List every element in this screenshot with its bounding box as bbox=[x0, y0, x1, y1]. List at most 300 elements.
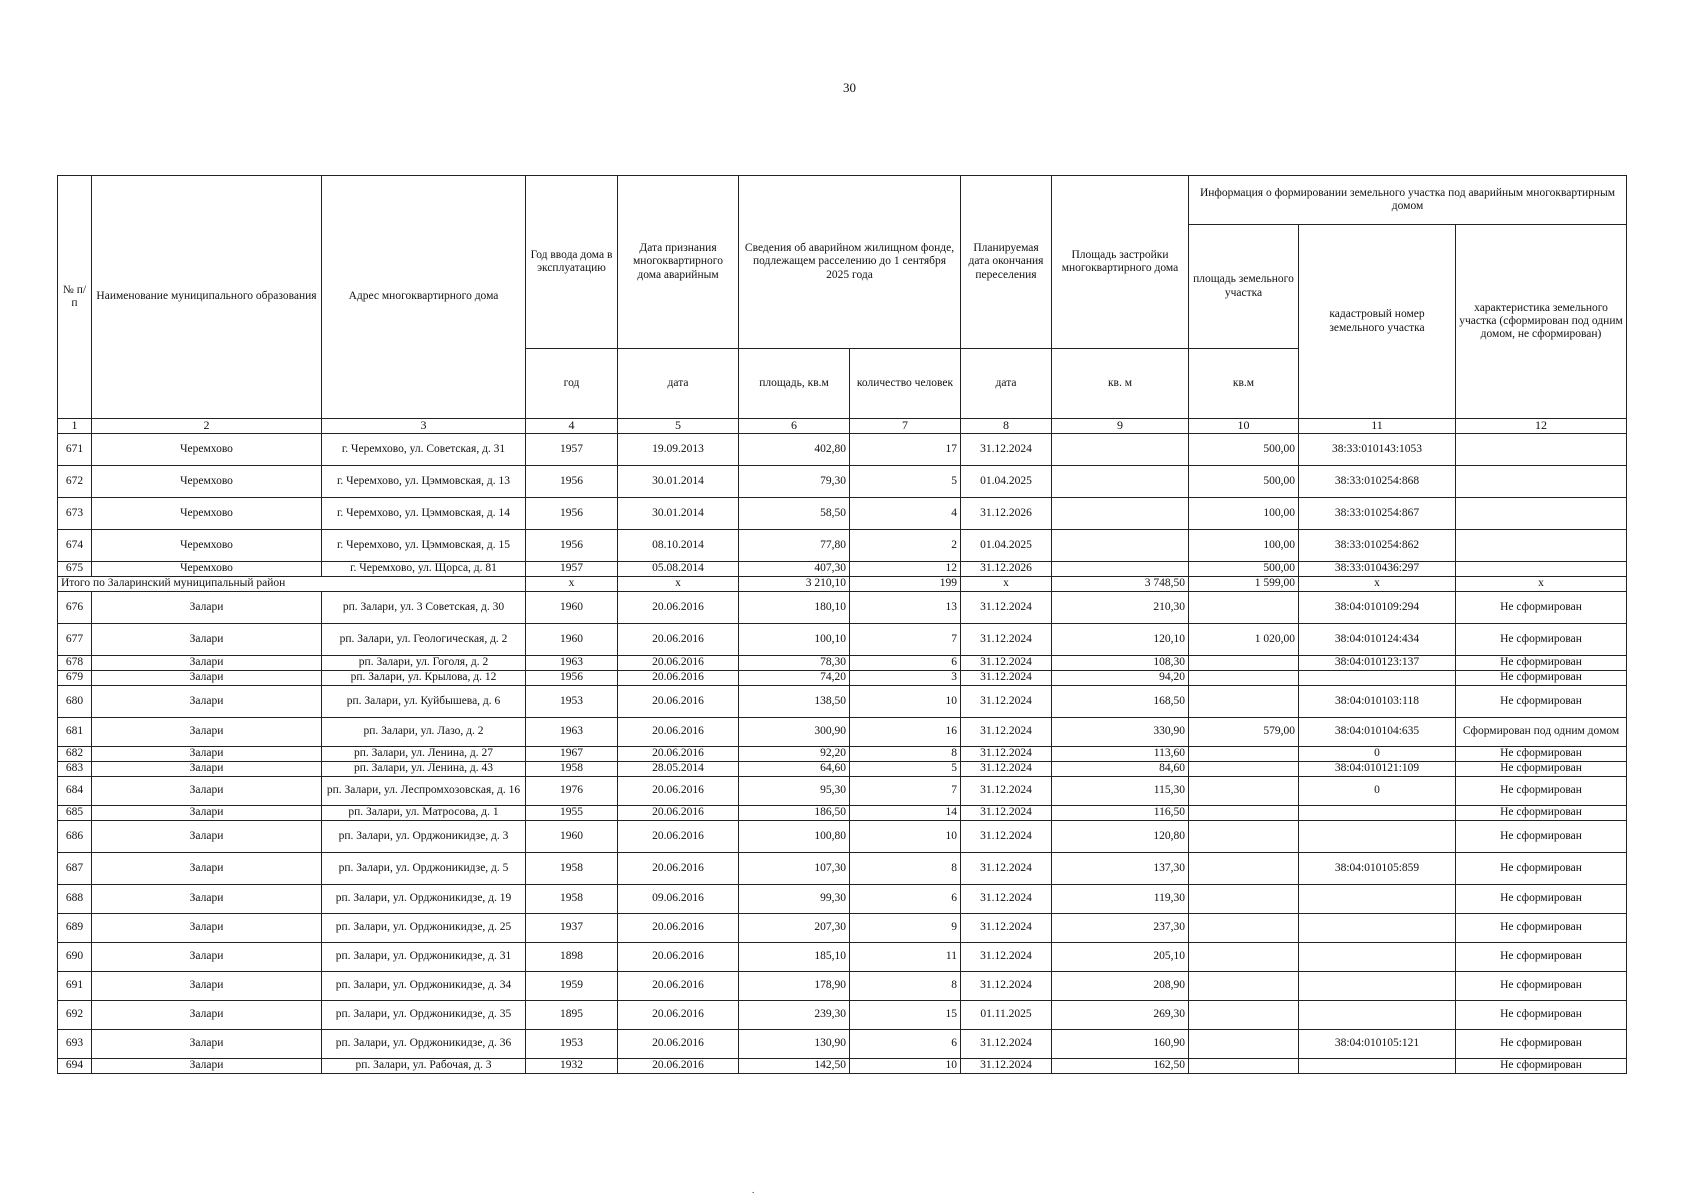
cell-address: г. Черемхово, ул. Цэммовская, д. 14 bbox=[322, 498, 526, 530]
cell-land-area: 579,00 bbox=[1189, 718, 1299, 747]
total-char: x bbox=[1456, 577, 1627, 592]
cell-cadastral-number: 38:04:010121:109 bbox=[1299, 762, 1456, 777]
cell-build-area: 237,30 bbox=[1052, 914, 1189, 943]
cell-people-count: 7 bbox=[850, 777, 961, 806]
cell-year: 1958 bbox=[526, 885, 618, 914]
cell-cadastral-number: 38:04:010103:118 bbox=[1299, 686, 1456, 718]
cell-year: 1953 bbox=[526, 686, 618, 718]
column-number: 8 bbox=[961, 419, 1052, 434]
cell-planned-date: 31.12.2024 bbox=[961, 972, 1052, 1001]
cell-build-area: 94,20 bbox=[1052, 671, 1189, 686]
cell-recognition-date: 28.05.2014 bbox=[618, 762, 739, 777]
cell-address: г. Черемхово, ул. Советская, д. 31 bbox=[322, 434, 526, 466]
cell-land-characteristic bbox=[1456, 466, 1627, 498]
cell-row-number: 693 bbox=[58, 1030, 92, 1059]
cell-row-number: 684 bbox=[58, 777, 92, 806]
bottom-mark: . bbox=[752, 1185, 755, 1195]
table-row bbox=[58, 747, 1627, 762]
column-number: 12 bbox=[1456, 419, 1627, 434]
cell-people-count: 10 bbox=[850, 821, 961, 853]
cell-recognition-date: 20.06.2016 bbox=[618, 853, 739, 885]
page-number: 30 bbox=[843, 80, 856, 95]
table-row bbox=[58, 853, 1627, 885]
table-row bbox=[58, 1030, 1627, 1059]
cell-land-area bbox=[1189, 1001, 1299, 1030]
cell-cadastral-number: 38:04:010105:121 bbox=[1299, 1030, 1456, 1059]
cell-year: 1956 bbox=[526, 466, 618, 498]
cell-cadastral-number: 0 bbox=[1299, 777, 1456, 806]
cell-planned-date: 01.04.2025 bbox=[961, 530, 1052, 562]
cell-address: рп. Залари, ул. Орджоникидзе, д. 5 bbox=[322, 853, 526, 885]
cell-build-area: 119,30 bbox=[1052, 885, 1189, 914]
cell-land-area bbox=[1189, 777, 1299, 806]
cell-planned-date: 31.12.2024 bbox=[961, 747, 1052, 762]
header-fund-info: Сведения об аварийном жилищном фонде, подлежащем расселению до 1 сентября 2025 года bbox=[739, 176, 961, 349]
cell-land-characteristic: Не сформирован bbox=[1456, 777, 1627, 806]
table-row bbox=[58, 686, 1627, 718]
cell-land-area bbox=[1189, 885, 1299, 914]
cell-municipality: Залари bbox=[92, 972, 322, 1001]
cell-fund-area: 239,30 bbox=[739, 1001, 850, 1030]
cell-land-area: 500,00 bbox=[1189, 434, 1299, 466]
cell-land-area bbox=[1189, 914, 1299, 943]
cell-cadastral-number: 38:04:010124:434 bbox=[1299, 624, 1456, 656]
cell-build-area: 162,50 bbox=[1052, 1059, 1189, 1074]
cell-fund-area: 402,80 bbox=[739, 434, 850, 466]
cell-build-area bbox=[1052, 498, 1189, 530]
cell-fund-area: 77,80 bbox=[739, 530, 850, 562]
header-land-info: Информация о формировании земельного участка под аварийным многоквартирным домом bbox=[1189, 176, 1627, 225]
column-number: 10 bbox=[1189, 419, 1299, 434]
cell-municipality: Залари bbox=[92, 592, 322, 624]
cell-row-number: 676 bbox=[58, 592, 92, 624]
cell-fund-area: 74,20 bbox=[739, 671, 850, 686]
cell-land-area: 100,00 bbox=[1189, 498, 1299, 530]
header-land-area: площадь земельного участка bbox=[1189, 225, 1299, 349]
header-unit-area: площадь, кв.м bbox=[739, 349, 850, 419]
cell-recognition-date: 30.01.2014 bbox=[618, 498, 739, 530]
cell-address: рп. Залари, ул. 3 Советская, д. 30 bbox=[322, 592, 526, 624]
cell-people-count: 8 bbox=[850, 747, 961, 762]
cell-address: рп. Залари, ул. Орджоникидзе, д. 19 bbox=[322, 885, 526, 914]
cell-land-characteristic: Не сформирован bbox=[1456, 686, 1627, 718]
cell-year: 1957 bbox=[526, 562, 618, 577]
cell-planned-date: 31.12.2024 bbox=[961, 853, 1052, 885]
cell-planned-date: 01.11.2025 bbox=[961, 1001, 1052, 1030]
cell-year: 1895 bbox=[526, 1001, 618, 1030]
cell-land-area bbox=[1189, 671, 1299, 686]
table-row bbox=[58, 943, 1627, 972]
cell-recognition-date: 09.06.2016 bbox=[618, 885, 739, 914]
cell-land-characteristic bbox=[1456, 530, 1627, 562]
cell-row-number: 686 bbox=[58, 821, 92, 853]
cell-year: 1956 bbox=[526, 671, 618, 686]
cell-recognition-date: 20.06.2016 bbox=[618, 592, 739, 624]
cell-build-area bbox=[1052, 530, 1189, 562]
cell-municipality: Залари bbox=[92, 718, 322, 747]
cell-planned-date: 31.12.2024 bbox=[961, 592, 1052, 624]
cell-fund-area: 407,30 bbox=[739, 562, 850, 577]
header-characteristic: характеристика земельного участка (сформирован под одним домом, не сформирован) bbox=[1456, 225, 1627, 419]
cell-build-area: 120,80 bbox=[1052, 821, 1189, 853]
cell-land-characteristic: Не сформирован bbox=[1456, 624, 1627, 656]
column-number: 11 bbox=[1299, 419, 1456, 434]
cell-address: рп. Залари, ул. Орджоникидзе, д. 31 bbox=[322, 943, 526, 972]
cell-row-number: 671 bbox=[58, 434, 92, 466]
cell-people-count: 4 bbox=[850, 498, 961, 530]
cell-land-characteristic: Не сформирован bbox=[1456, 1001, 1627, 1030]
header-municipality: Наименование муниципального образования bbox=[92, 176, 322, 419]
cell-address: рп. Залари, ул. Орджоникидзе, д. 34 bbox=[322, 972, 526, 1001]
cell-planned-date: 31.12.2024 bbox=[961, 806, 1052, 821]
cell-fund-area: 92,20 bbox=[739, 747, 850, 762]
header-unit-people: количество человек bbox=[850, 349, 961, 419]
table-row bbox=[58, 592, 1627, 624]
cell-year: 1959 bbox=[526, 972, 618, 1001]
table-row bbox=[58, 466, 1627, 498]
cell-land-area: 100,00 bbox=[1189, 530, 1299, 562]
cell-land-characteristic bbox=[1456, 434, 1627, 466]
cell-municipality: Черемхово bbox=[92, 530, 322, 562]
cell-fund-area: 95,30 bbox=[739, 777, 850, 806]
header-address: Адрес многоквартирного дома bbox=[322, 176, 526, 419]
cell-row-number: 682 bbox=[58, 747, 92, 762]
cell-row-number: 673 bbox=[58, 498, 92, 530]
cell-land-area bbox=[1189, 821, 1299, 853]
cell-year: 1956 bbox=[526, 530, 618, 562]
cell-cadastral-number bbox=[1299, 1001, 1456, 1030]
cell-recognition-date: 20.06.2016 bbox=[618, 1001, 739, 1030]
table-row bbox=[58, 434, 1627, 466]
cell-address: рп. Залари, ул. Куйбышева, д. 6 bbox=[322, 686, 526, 718]
cell-land-characteristic: Не сформирован bbox=[1456, 972, 1627, 1001]
cell-address: рп. Залари, ул. Лазо, д. 2 bbox=[322, 718, 526, 747]
cell-planned-date: 31.12.2024 bbox=[961, 821, 1052, 853]
cell-people-count: 6 bbox=[850, 656, 961, 671]
cell-row-number: 694 bbox=[58, 1059, 92, 1074]
cell-people-count: 11 bbox=[850, 943, 961, 972]
cell-people-count: 12 bbox=[850, 562, 961, 577]
cell-recognition-date: 20.06.2016 bbox=[618, 943, 739, 972]
cell-recognition-date: 20.06.2016 bbox=[618, 1030, 739, 1059]
cell-land-area bbox=[1189, 1059, 1299, 1074]
cell-land-characteristic: Не сформирован bbox=[1456, 853, 1627, 885]
cell-municipality: Залари bbox=[92, 806, 322, 821]
cell-fund-area: 78,30 bbox=[739, 656, 850, 671]
cell-row-number: 692 bbox=[58, 1001, 92, 1030]
cell-municipality: Залари bbox=[92, 1059, 322, 1074]
table-row bbox=[58, 914, 1627, 943]
header-cadastral: кадастровый номер земельного участка bbox=[1299, 225, 1456, 419]
cell-municipality: Черемхово bbox=[92, 466, 322, 498]
cell-municipality: Залари bbox=[92, 1001, 322, 1030]
cell-year: 1960 bbox=[526, 592, 618, 624]
cell-year: 1958 bbox=[526, 762, 618, 777]
cell-cadastral-number bbox=[1299, 943, 1456, 972]
cell-year: 1953 bbox=[526, 1030, 618, 1059]
cell-land-characteristic: Не сформирован bbox=[1456, 592, 1627, 624]
cell-recognition-date: 20.06.2016 bbox=[618, 686, 739, 718]
cell-fund-area: 79,30 bbox=[739, 466, 850, 498]
cell-land-area bbox=[1189, 747, 1299, 762]
cell-municipality: Залари bbox=[92, 821, 322, 853]
cell-people-count: 5 bbox=[850, 762, 961, 777]
header-planned-date: Планируемая дата окончания переселения bbox=[961, 176, 1052, 349]
cell-planned-date: 31.12.2024 bbox=[961, 656, 1052, 671]
cell-land-characteristic bbox=[1456, 498, 1627, 530]
cell-recognition-date: 20.06.2016 bbox=[618, 718, 739, 747]
cell-address: г. Черемхово, ул. Щорса, д. 81 bbox=[322, 562, 526, 577]
cell-row-number: 681 bbox=[58, 718, 92, 747]
cell-people-count: 2 bbox=[850, 530, 961, 562]
cell-municipality: Залари bbox=[92, 943, 322, 972]
cell-address: рп. Залари, ул. Орджоникидзе, д. 3 bbox=[322, 821, 526, 853]
cell-land-area bbox=[1189, 762, 1299, 777]
cell-planned-date: 31.12.2024 bbox=[961, 885, 1052, 914]
cell-land-characteristic: Не сформирован bbox=[1456, 821, 1627, 853]
table-row bbox=[58, 498, 1627, 530]
cell-people-count: 8 bbox=[850, 853, 961, 885]
cell-cadastral-number: 38:04:010123:137 bbox=[1299, 656, 1456, 671]
cell-land-characteristic: Не сформирован bbox=[1456, 1030, 1627, 1059]
cell-municipality: Залари bbox=[92, 914, 322, 943]
cell-planned-date: 31.12.2026 bbox=[961, 562, 1052, 577]
table-row bbox=[58, 624, 1627, 656]
header-unit-year: год bbox=[526, 349, 618, 419]
table-row bbox=[58, 821, 1627, 853]
cell-build-area: 168,50 bbox=[1052, 686, 1189, 718]
cell-cadastral-number bbox=[1299, 671, 1456, 686]
column-number-row bbox=[58, 419, 1627, 434]
header-num: № п/п bbox=[58, 176, 92, 419]
cell-people-count: 6 bbox=[850, 885, 961, 914]
cell-recognition-date: 20.06.2016 bbox=[618, 806, 739, 821]
cell-address: рп. Залари, ул. Орджоникидзе, д. 35 bbox=[322, 1001, 526, 1030]
cell-fund-area: 138,50 bbox=[739, 686, 850, 718]
cell-row-number: 674 bbox=[58, 530, 92, 562]
cell-land-area bbox=[1189, 972, 1299, 1001]
column-number: 4 bbox=[526, 419, 618, 434]
table-row bbox=[58, 777, 1627, 806]
cell-land-area: 500,00 bbox=[1189, 562, 1299, 577]
cell-recognition-date: 20.06.2016 bbox=[618, 821, 739, 853]
cell-planned-date: 31.12.2024 bbox=[961, 943, 1052, 972]
cell-people-count: 14 bbox=[850, 806, 961, 821]
cell-row-number: 691 bbox=[58, 972, 92, 1001]
header-unit-sqm: кв. м bbox=[1052, 349, 1189, 419]
cell-cadastral-number: 0 bbox=[1299, 747, 1456, 762]
cell-planned-date: 01.04.2025 bbox=[961, 466, 1052, 498]
cell-recognition-date: 08.10.2014 bbox=[618, 530, 739, 562]
cell-people-count: 16 bbox=[850, 718, 961, 747]
cell-row-number: 678 bbox=[58, 656, 92, 671]
cell-row-number: 690 bbox=[58, 943, 92, 972]
cell-year: 1932 bbox=[526, 1059, 618, 1074]
table-row bbox=[58, 671, 1627, 686]
cell-land-characteristic: Не сформирован bbox=[1456, 943, 1627, 972]
cell-planned-date: 31.12.2024 bbox=[961, 624, 1052, 656]
cell-fund-area: 107,30 bbox=[739, 853, 850, 885]
cell-row-number: 680 bbox=[58, 686, 92, 718]
cell-land-characteristic: Не сформирован bbox=[1456, 656, 1627, 671]
emergency-housing-table bbox=[57, 175, 1627, 1074]
cell-people-count: 8 bbox=[850, 972, 961, 1001]
table-body bbox=[58, 434, 1627, 1074]
cell-municipality: Залари bbox=[92, 762, 322, 777]
table-row bbox=[58, 806, 1627, 821]
cell-municipality: Залари bbox=[92, 885, 322, 914]
cell-people-count: 3 bbox=[850, 671, 961, 686]
cell-build-area: 269,30 bbox=[1052, 1001, 1189, 1030]
header-recognition-date: Дата признания многоквартирного дома аварийным bbox=[618, 176, 739, 349]
cell-build-area: 115,30 bbox=[1052, 777, 1189, 806]
cell-land-characteristic bbox=[1456, 562, 1627, 577]
cell-cadastral-number: 38:04:010104:635 bbox=[1299, 718, 1456, 747]
cell-row-number: 672 bbox=[58, 466, 92, 498]
cell-cadastral-number: 38:33:010143:1053 bbox=[1299, 434, 1456, 466]
total-label: Итого по Заларинский муниципальный район bbox=[58, 577, 526, 592]
cell-row-number: 677 bbox=[58, 624, 92, 656]
table-row bbox=[58, 1001, 1627, 1030]
cell-address: рп. Залари, ул. Ленина, д. 27 bbox=[322, 747, 526, 762]
cell-recognition-date: 30.01.2014 bbox=[618, 466, 739, 498]
cell-fund-area: 100,80 bbox=[739, 821, 850, 853]
cell-planned-date: 31.12.2024 bbox=[961, 686, 1052, 718]
cell-address: г. Черемхово, ул. Цэммовская, д. 13 bbox=[322, 466, 526, 498]
table-row bbox=[58, 530, 1627, 562]
cell-address: рп. Залари, ул. Крылова, д. 12 bbox=[322, 671, 526, 686]
cell-cadastral-number bbox=[1299, 1059, 1456, 1074]
cell-cadastral-number: 38:33:010254:868 bbox=[1299, 466, 1456, 498]
total-cad: x bbox=[1299, 577, 1456, 592]
cell-address: рп. Залари, ул. Рабочая, д. 3 bbox=[322, 1059, 526, 1074]
cell-fund-area: 64,60 bbox=[739, 762, 850, 777]
cell-build-area: 137,30 bbox=[1052, 853, 1189, 885]
cell-people-count: 10 bbox=[850, 1059, 961, 1074]
cell-land-characteristic: Не сформирован bbox=[1456, 747, 1627, 762]
table-row bbox=[58, 972, 1627, 1001]
cell-build-area: 208,90 bbox=[1052, 972, 1189, 1001]
cell-cadastral-number: 38:04:010105:859 bbox=[1299, 853, 1456, 885]
cell-fund-area: 99,30 bbox=[739, 885, 850, 914]
cell-fund-area: 180,10 bbox=[739, 592, 850, 624]
cell-build-area: 84,60 bbox=[1052, 762, 1189, 777]
cell-people-count: 9 bbox=[850, 914, 961, 943]
cell-people-count: 5 bbox=[850, 466, 961, 498]
cell-build-area: 120,10 bbox=[1052, 624, 1189, 656]
cell-recognition-date: 20.06.2016 bbox=[618, 914, 739, 943]
column-number: 7 bbox=[850, 419, 961, 434]
cell-address: рп. Залари, ул. Матросова, д. 1 bbox=[322, 806, 526, 821]
cell-cadastral-number: 38:33:010254:867 bbox=[1299, 498, 1456, 530]
cell-planned-date: 31.12.2024 bbox=[961, 1030, 1052, 1059]
column-number: 6 bbox=[739, 419, 850, 434]
column-number: 3 bbox=[322, 419, 526, 434]
cell-land-area bbox=[1189, 686, 1299, 718]
table-header bbox=[58, 176, 1627, 434]
cell-recognition-date: 20.06.2016 bbox=[618, 624, 739, 656]
cell-recognition-date: 20.06.2016 bbox=[618, 777, 739, 806]
cell-year: 1956 bbox=[526, 498, 618, 530]
cell-build-area bbox=[1052, 562, 1189, 577]
cell-municipality: Залари bbox=[92, 747, 322, 762]
column-number: 9 bbox=[1052, 419, 1189, 434]
cell-people-count: 7 bbox=[850, 624, 961, 656]
cell-recognition-date: 05.08.2014 bbox=[618, 562, 739, 577]
cell-recognition-date: 20.06.2016 bbox=[618, 1059, 739, 1074]
cell-year: 1960 bbox=[526, 821, 618, 853]
cell-cadastral-number: 38:33:010436:297 bbox=[1299, 562, 1456, 577]
cell-fund-area: 186,50 bbox=[739, 806, 850, 821]
cell-land-characteristic: Не сформирован bbox=[1456, 762, 1627, 777]
cell-fund-area: 185,10 bbox=[739, 943, 850, 972]
cell-row-number: 683 bbox=[58, 762, 92, 777]
cell-municipality: Залари bbox=[92, 686, 322, 718]
cell-address: рп. Залари, ул. Леспромхозовская, д. 16 bbox=[322, 777, 526, 806]
cell-planned-date: 31.12.2024 bbox=[961, 762, 1052, 777]
table-row bbox=[58, 718, 1627, 747]
cell-build-area: 108,30 bbox=[1052, 656, 1189, 671]
cell-planned-date: 31.12.2026 bbox=[961, 498, 1052, 530]
cell-row-number: 689 bbox=[58, 914, 92, 943]
header-unit-plan-date: дата bbox=[961, 349, 1052, 419]
total-date: x bbox=[618, 577, 739, 592]
cell-fund-area: 130,90 bbox=[739, 1030, 850, 1059]
cell-cadastral-number: 38:33:010254:862 bbox=[1299, 530, 1456, 562]
cell-row-number: 679 bbox=[58, 671, 92, 686]
total-area: 3 210,10 bbox=[739, 577, 850, 592]
cell-year: 1957 bbox=[526, 434, 618, 466]
table-row bbox=[58, 762, 1627, 777]
cell-land-area bbox=[1189, 853, 1299, 885]
total-row bbox=[58, 577, 1627, 592]
cell-people-count: 13 bbox=[850, 592, 961, 624]
cell-land-characteristic: Не сформирован bbox=[1456, 1059, 1627, 1074]
cell-land-area bbox=[1189, 656, 1299, 671]
header-year: Год ввода дома в эксплуатацию bbox=[526, 176, 618, 349]
cell-land-area: 1 020,00 bbox=[1189, 624, 1299, 656]
cell-municipality: Залари bbox=[92, 671, 322, 686]
cell-build-area: 113,60 bbox=[1052, 747, 1189, 762]
cell-fund-area: 300,90 bbox=[739, 718, 850, 747]
column-number: 2 bbox=[92, 419, 322, 434]
cell-year: 1958 bbox=[526, 853, 618, 885]
cell-municipality: Залари bbox=[92, 1030, 322, 1059]
cell-land-characteristic: Не сформирован bbox=[1456, 914, 1627, 943]
cell-row-number: 675 bbox=[58, 562, 92, 577]
cell-row-number: 687 bbox=[58, 853, 92, 885]
total-people: 199 bbox=[850, 577, 961, 592]
cell-planned-date: 31.12.2024 bbox=[961, 1059, 1052, 1074]
cell-address: г. Черемхово, ул. Цэммовская, д. 15 bbox=[322, 530, 526, 562]
cell-municipality: Залари bbox=[92, 624, 322, 656]
cell-planned-date: 31.12.2024 bbox=[961, 718, 1052, 747]
cell-municipality: Черемхово bbox=[92, 498, 322, 530]
cell-land-area bbox=[1189, 1030, 1299, 1059]
table-row bbox=[58, 562, 1627, 577]
header-unit-sqm-land: кв.м bbox=[1189, 349, 1299, 419]
cell-cadastral-number: 38:04:010109:294 bbox=[1299, 592, 1456, 624]
cell-fund-area: 58,50 bbox=[739, 498, 850, 530]
cell-land-area bbox=[1189, 806, 1299, 821]
cell-people-count: 10 bbox=[850, 686, 961, 718]
column-number: 5 bbox=[618, 419, 739, 434]
cell-recognition-date: 20.06.2016 bbox=[618, 747, 739, 762]
cell-year: 1963 bbox=[526, 718, 618, 747]
cell-row-number: 688 bbox=[58, 885, 92, 914]
cell-fund-area: 100,10 bbox=[739, 624, 850, 656]
cell-address: рп. Залари, ул. Орджоникидзе, д. 25 bbox=[322, 914, 526, 943]
